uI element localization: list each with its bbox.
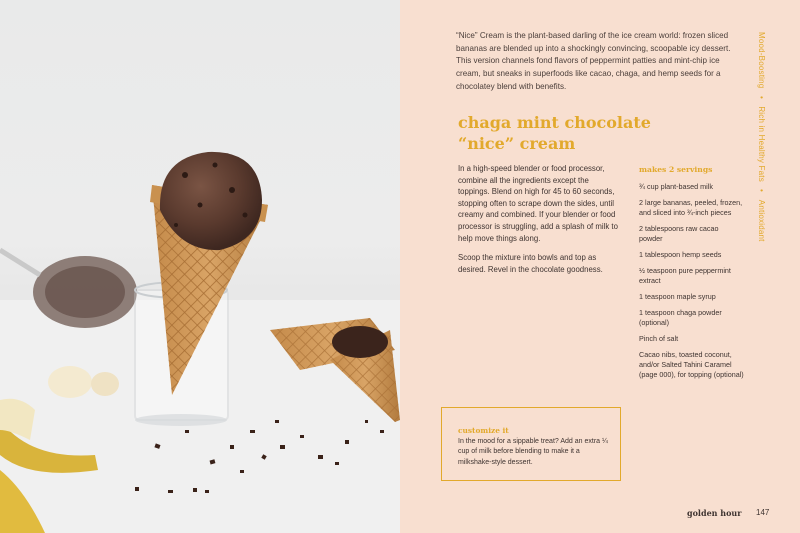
- ingredient-item: ¾ cup plant-based milk: [639, 182, 713, 191]
- recipe-page: [400, 0, 800, 533]
- tag-antioxidant: Antioxidant: [757, 199, 766, 242]
- recipe-title-line-1: chaga mint chocolate: [458, 113, 651, 132]
- benefit-tags: [757, 32, 766, 242]
- page-number: 147: [756, 508, 770, 517]
- customize-heading: customize it: [458, 426, 509, 435]
- tag-separator: •: [757, 189, 766, 193]
- servings-heading: makes 2 servings: [639, 165, 713, 174]
- ingredient-item: 1 tablespoon hemp seeds: [639, 250, 722, 259]
- tag-healthy-fats: Rich in Healthy Fats: [757, 106, 766, 182]
- method-step-2: Scoop the mixture into bowls and top as desired. Revel in the chocolate goodness.: [458, 253, 603, 274]
- footer-section-name: golden hour: [687, 508, 742, 518]
- tag-mood-boosting: Mood-Boosting: [757, 32, 766, 89]
- method-step-1: In a high-speed blender or food processor, combine all the ingredients except the toppings. Blend on high for 45 to 60 seconds, stopping often to scrape down the sides, until creamy and combined. If your blender or food processor is struggling, add a splash of milk to help move things along.: [458, 164, 618, 243]
- tag-separator: •: [757, 95, 766, 99]
- customize-box: [441, 407, 621, 481]
- spoon: [0, 250, 40, 275]
- intro-paragraph: “Nice” Cream is the plant-based darling of the ice cream world: frozen sliced bananas are blended up into a shockingly convincing, scoopable icy dessert. This version channels fond flavors of peppermint patties and mint-chip ice cream, but sneaks in superfoods like cacao, chaga, and hemp seeds for a chocolatey blend with benefits.: [456, 31, 731, 91]
- ingredient-item: 1 teaspoon maple syrup: [639, 292, 716, 301]
- ingredient-item: Cacao nibs, toasted coconut, and/or Salted Tahini Caramel (page 000), for topping (optional): [639, 350, 744, 379]
- ingredient-item: 1 teaspoon chaga powder (optional): [639, 308, 722, 327]
- ingredient-item: 2 large bananas, peeled, frozen, and sliced into ¾-inch pieces: [639, 198, 743, 217]
- ingredient-item: 2 tablespoons raw cacao powder: [639, 224, 719, 243]
- ingredient-item: Pinch of salt: [639, 334, 679, 343]
- customize-body: In the mood for a sippable treat? Add an extra ¼ cup of milk before blending to make it a milkshake-style dessert.: [458, 438, 608, 466]
- method-instructions: [458, 163, 618, 283]
- ingredients-list: [639, 182, 744, 380]
- recipe-title: [458, 112, 698, 154]
- ingredients-section: [639, 165, 744, 386]
- recipe-title-line-2: “nice” cream: [458, 134, 576, 153]
- ingredient-item: ½ teaspoon pure peppermint extract: [639, 266, 731, 285]
